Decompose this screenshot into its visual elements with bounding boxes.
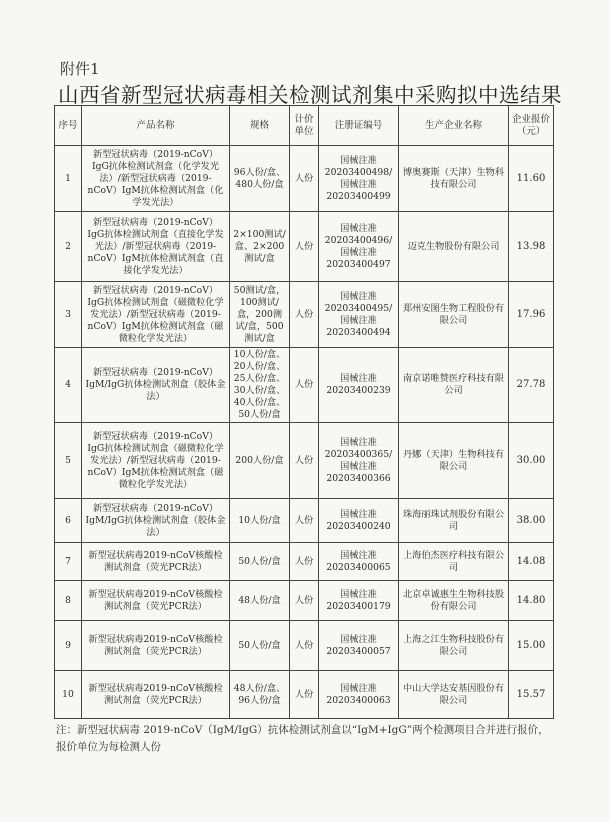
header-price: 企业报价（元） <box>509 106 554 146</box>
cell-no: 7 <box>55 543 82 581</box>
cell-spec: 50人份/盒 <box>230 543 290 581</box>
cell-company: 博奥赛斯（天津）生物科技有限公司 <box>399 146 509 212</box>
cell-price: 15.57 <box>509 671 554 719</box>
cell-company: 上海之江生物科技股份有限公司 <box>399 621 509 671</box>
table-row <box>55 282 554 348</box>
cell-product: 新型冠状病毒2019-nCoV核酸检测试剂盒（荧光PCR法） <box>82 671 230 719</box>
cell-unit: 人份 <box>290 621 319 671</box>
table-row <box>55 348 554 423</box>
cell-unit: 人份 <box>290 423 319 499</box>
header-no: 序号 <box>55 106 82 146</box>
cell-price: 13.98 <box>509 212 554 282</box>
cell-product: 新型冠状病毒（2019-nCoV）IgM/IgG抗体检测试剂盒（胶体金法） <box>82 499 230 543</box>
cell-no: 3 <box>55 282 82 348</box>
cell-spec: 50测试/盒，100测试/盒，200测试/盒，500测试/盒 <box>230 282 290 348</box>
cell-no: 10 <box>55 671 82 719</box>
cell-company: 郑州安图生物工程股份有限公司 <box>399 282 509 348</box>
cell-spec: 200人份/盒 <box>230 423 290 499</box>
table-row <box>55 581 554 621</box>
cell-product: 新型冠状病毒（2019-nCoV）IgG抗体检测试剂盒（磁微粒化学发光法）/新型冠状病毒（2019-nCoV）IgM抗体检测试剂盒（磁微粒化学发光法） <box>82 423 230 499</box>
cell-product: 新型冠状病毒（2019-nCoV）IgG抗体检测试剂盒（化学发光法）/新型冠状病毒（2019-nCoV）IgM抗体检测试剂盒（化学发光法） <box>82 146 230 212</box>
cell-company: 珠海丽珠试剂股份有限公司 <box>399 499 509 543</box>
cell-no: 6 <box>55 499 82 543</box>
cell-registration: 国械注准20203400365/国械注准20203400366 <box>319 423 399 499</box>
cell-company: 南京诺唯赞医疗科技有限公司 <box>399 348 509 423</box>
cell-unit: 人份 <box>290 499 319 543</box>
cell-unit: 人份 <box>290 348 319 423</box>
cell-no: 9 <box>55 621 82 671</box>
header-product: 产品名称 <box>82 106 230 146</box>
cell-registration: 国械注准20203400179 <box>319 581 399 621</box>
cell-price: 11.60 <box>509 146 554 212</box>
cell-unit: 人份 <box>290 212 319 282</box>
cell-unit: 人份 <box>290 581 319 621</box>
cell-no: 8 <box>55 581 82 621</box>
cell-spec: 50人份/盒 <box>230 621 290 671</box>
cell-spec: 2×100测试/盒、2×200测试/盒 <box>230 212 290 282</box>
footnote: 注：新型冠状病毒 2019-nCoV（IgM/IgG）抗体检测试剂盒以“IgM+IgG”两个检测项目合并进行报价，报价单位为每检测人份 <box>56 724 549 753</box>
cell-spec: 48人份/盒 <box>230 581 290 621</box>
cell-price: 14.08 <box>509 543 554 581</box>
cell-registration: 国械注准20203400063 <box>319 671 399 719</box>
header-registration: 注册证编号 <box>319 106 399 146</box>
cell-spec: 48人份/盒、96人份/盒 <box>230 671 290 719</box>
table-header-row <box>55 106 554 146</box>
table-row <box>55 671 554 719</box>
cell-registration: 国械注准20203400057 <box>319 621 399 671</box>
document-title: 山西省新型冠状病毒相关检测试剂集中采购拟中选结果 <box>58 83 562 107</box>
table-row <box>55 621 554 671</box>
header-spec: 规格 <box>230 106 290 146</box>
cell-unit: 人份 <box>290 671 319 719</box>
cell-unit: 人份 <box>290 282 319 348</box>
table-row <box>55 499 554 543</box>
cell-price: 30.00 <box>509 423 554 499</box>
cell-registration: 国械注准20203400495/国械注准20203400494 <box>319 282 399 348</box>
cell-company: 上海伯杰医疗科技有限公司 <box>399 543 509 581</box>
cell-product: 新型冠状病毒（2019-nCoV）IgG抗体检测试剂盒（磁微粒化学发光法）/新型冠状病毒（2019-nCoV）IgM抗体检测试剂盒（磁微粒化学发光法） <box>82 282 230 348</box>
cell-price: 27.78 <box>509 348 554 423</box>
table-row <box>55 212 554 282</box>
cell-unit: 人份 <box>290 543 319 581</box>
cell-spec: 96人份/盒、480人份/盒 <box>230 146 290 212</box>
cell-no: 1 <box>55 146 82 212</box>
results-table <box>54 105 554 719</box>
cell-no: 4 <box>55 348 82 423</box>
cell-price: 38.00 <box>509 499 554 543</box>
cell-company: 中山大学达安基因股份有限公司 <box>399 671 509 719</box>
cell-registration: 国械注准20203400496/国械注准20203400497 <box>319 212 399 282</box>
table-row <box>55 146 554 212</box>
cell-company: 丹娜（天津）生物科技有限公司 <box>399 423 509 499</box>
cell-price: 14.80 <box>509 581 554 621</box>
cell-spec: 10人份/盒、20人份/盒、25人份/盒、30人份/盒、40人份/盒、50人份/盒 <box>230 348 290 423</box>
header-company: 生产企业名称 <box>399 106 509 146</box>
table-row <box>55 423 554 499</box>
cell-no: 2 <box>55 212 82 282</box>
cell-product: 新型冠状病毒2019-nCoV核酸检测试剂盒（荧光PCR法） <box>82 621 230 671</box>
cell-unit: 人份 <box>290 146 319 212</box>
cell-company: 北京卓诚惠生生物科技股份有限公司 <box>399 581 509 621</box>
cell-product: 新型冠状病毒（2019-nCoV）IgM/IgG抗体检测试剂盒（胶体金法） <box>82 348 230 423</box>
attachment-label: 附件1 <box>60 60 100 78</box>
table-row <box>55 543 554 581</box>
cell-spec: 10人份/盒 <box>230 499 290 543</box>
cell-registration: 国械注准20203400065 <box>319 543 399 581</box>
cell-registration: 国械注准20203400239 <box>319 348 399 423</box>
cell-company: 迈克生物股份有限公司 <box>399 212 509 282</box>
cell-no: 5 <box>55 423 82 499</box>
cell-registration: 国械注准20203400498/国械注准20203400499 <box>319 146 399 212</box>
cell-price: 15.00 <box>509 621 554 671</box>
cell-product: 新型冠状病毒2019-nCoV核酸检测试剂盒（荧光PCR法） <box>82 543 230 581</box>
cell-registration: 国械注准20203400240 <box>319 499 399 543</box>
cell-price: 17.96 <box>509 282 554 348</box>
cell-product: 新型冠状病毒2019-nCoV核酸检测试剂盒（荧光PCR法） <box>82 581 230 621</box>
cell-product: 新型冠状病毒（2019-nCoV）IgG抗体检测试剂盒（直接化学发光法）/新型冠状病毒（2019-nCoV）IgM抗体检测试剂盒（直接化学发光法） <box>82 212 230 282</box>
header-unit: 计价单位 <box>290 106 319 146</box>
